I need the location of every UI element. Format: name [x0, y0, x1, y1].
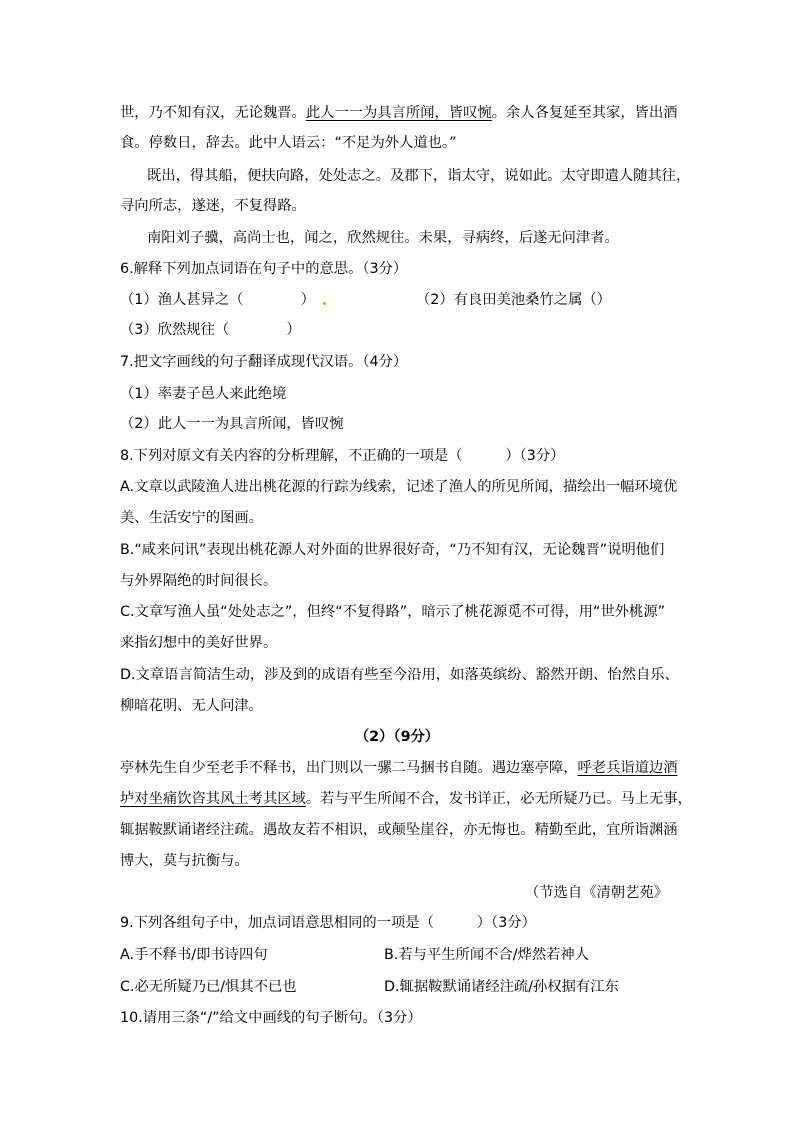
text-segment: 。若与平生所闻不合，发书详正，必无所疑乃已。马上无事， [305, 791, 692, 807]
option-c-line-1: C.文章写渔人虽“处处志之”，但终“不复得路”，暗示了桃花源觅不可得，用“世外桃源” [120, 604, 666, 620]
option-a-line-1: A.文章以武陵渔人进出桃花源的行踪为线索，记述了渔人的所见所闻，描绘出一幅环境优 [120, 479, 678, 495]
passage-line-5: 南阳刘子骥，高尚士也，闻之，欣然规往。未果，寻病终，后遂无问津者。 [147, 230, 619, 246]
section2-line-1 [120, 758, 678, 778]
question-9-title: 9.下列各组句子中，加点词语意思相同的一项是（ ）（3分） [120, 915, 536, 931]
question-10-title: 10.请用三条“/”给文中画线的句子断句。（3分） [120, 1010, 422, 1026]
question-9-option-b: B.若与平生所闻不合/烨然若神人 [384, 947, 590, 963]
option-a-line-2: 美、生活安宁的图画。 [120, 510, 263, 526]
passage-line-4: 寻向所志，遂迷，不复得路。 [120, 198, 306, 214]
question-6-item-2: （2）有良田美池桑竹之属（） [416, 292, 611, 308]
section-heading: （2）（9分） [354, 729, 440, 745]
question-7-item-1: （1）率妻子邑人来此绝境 [120, 386, 287, 402]
emphasis-dot-mark [323, 302, 326, 305]
question-9-option-d: D.辄据鞍默诵诸经注疏/孙权据有江东 [384, 979, 619, 995]
question-9-option-c: C.必无所疑乃已/惧其不已也 [120, 979, 297, 995]
underlined-sentence: 垆对坐痛饮咨其风土考其区域 [120, 791, 306, 807]
option-b-line-1: B.“咸来问讯”表现出桃花源人对外面的世界很好奇，“乃不知有汉，无论魏晋”说明他们 [120, 542, 665, 558]
option-b-line-2: 与外界隔绝的时间很长。 [120, 573, 278, 589]
section2-line-4: 博大，莫与抗衡与。 [120, 853, 249, 869]
section2-line-2 [120, 789, 692, 809]
text-segment: 世，乃不知有汉，无论魏晋。 [120, 105, 306, 121]
underlined-sentence: 呼老兵诣道边酒 [577, 760, 678, 776]
passage-line-3: 既出，得其船，便扶向路，处处志之。及郡下，诣太守，说如此。太守即遣人随其往， [147, 168, 691, 184]
passage-line-2: 食。停数日，辞去。此中人语云：“不足为外人道也。” [120, 135, 457, 151]
text-segment: 。余人各复延至其家，皆出酒 [491, 105, 678, 121]
passage-line-1 [120, 103, 678, 123]
option-d-line-2: 柳暗花明、无人问津。 [120, 698, 263, 714]
underlined-sentence: 此人一一为具言所闻，皆叹惋 [305, 105, 492, 121]
question-9-option-a: A.手不释书/即书诗四句 [120, 947, 268, 963]
question-7-title: 7.把文字画线的句子翻译成现代汉语。（4分） [120, 354, 408, 370]
section2-line-3: 辄据鞍默诵诸经注疏。遇故友若不相识，或颠坠崖谷，亦无悔也。精勤至此，宜所诣渊涵 [120, 822, 678, 838]
question-7-item-2: （2）此人一一为具言所闻，皆叹惋 [120, 416, 344, 432]
text-segment: 亭林先生自少至老手不释书，出门则以一骡二马捆书自随。遇边塞亭障， [120, 760, 578, 776]
question-6-title: 6.解释下列加点词语在句子中的意思。（3分） [120, 261, 408, 277]
source-citation: （节选自《清朝艺苑》 [525, 885, 668, 901]
option-c-line-2: 来指幻想中的美好世界。 [120, 635, 278, 651]
question-6-item-3: （3）欣然规往（ ） [120, 322, 301, 338]
question-6-item-1: （1）渔人甚异之（ ） [120, 292, 315, 308]
question-8-title: 8.下列对原文有关内容的分析理解，不正确的一项是（ ）（3分） [120, 448, 565, 464]
option-d-line-1: D.文章语言简洁生动，涉及到的成语有些至今沿用，如落英缤纷、豁然开朗、怡然自乐、 [120, 667, 679, 683]
